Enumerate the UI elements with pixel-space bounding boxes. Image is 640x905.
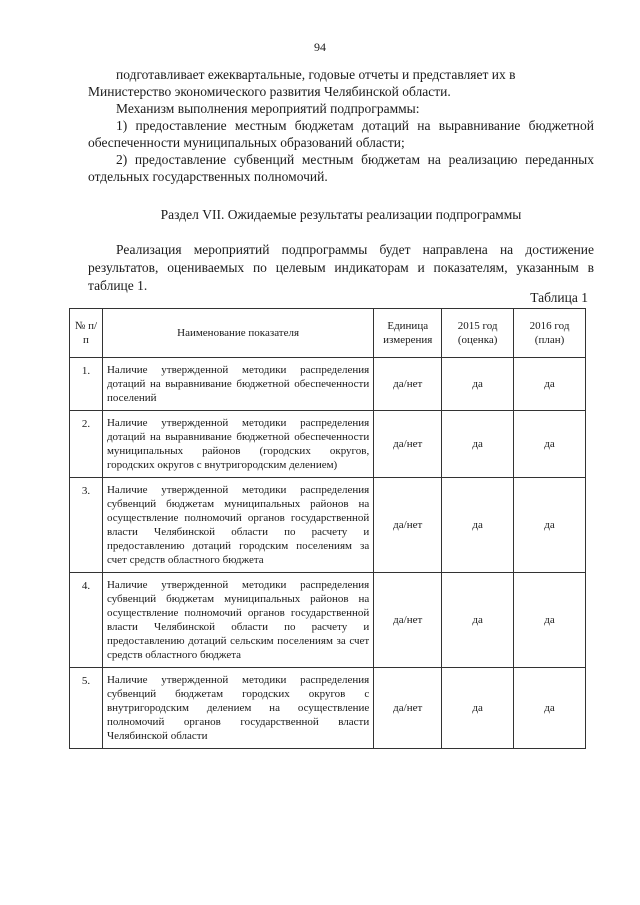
row-name: Наличие утвержденной методики распределения субвенций бюджетам муниципальных районов на осуществление полномочий органов государственной власти Челябинской области по расчету и предоставлению дотаций городским поселениям за счет средств областного бюджета	[102, 478, 373, 573]
paragraph-2: Механизм выполнения мероприятий подпрограммы:	[116, 101, 420, 116]
indicators-table	[69, 308, 586, 749]
row-name: Наличие утвержденной методики распределения субвенций бюджетам городских округов с внутригородским делением на осуществление полномочий органов государственной власти Челябинской области	[102, 668, 373, 749]
header-unit: Единица измерения	[374, 309, 442, 358]
paragraph-3: 1) предоставление местным бюджетам дотаций на выравнивание бюджетной обеспеченности муниципальных образований области;	[88, 118, 594, 150]
row-num: 3.	[70, 478, 103, 573]
table-header-row	[70, 309, 586, 358]
table-caption: Таблица 1	[530, 290, 588, 305]
row-unit: да/нет	[374, 668, 442, 749]
table-row	[70, 478, 586, 573]
row-num: 5.	[70, 668, 103, 749]
section-intro: Реализация мероприятий подпрограммы будет направлена на достижение результатов, оцениваемых по целевым индикаторам и показателям, указанным в таблице 1.	[88, 242, 594, 293]
row-2015: да	[442, 478, 514, 573]
header-num: № п/п	[70, 309, 103, 358]
header-name: Наименование показателя	[102, 309, 373, 358]
row-2016: да	[514, 358, 586, 411]
header-2016: 2016 год (план)	[514, 309, 586, 358]
row-num: 1.	[70, 358, 103, 411]
row-name: Наличие утвержденной методики распределения субвенций бюджетам муниципальных районов на осуществление полномочий органов государственной власти Челябинской области по расчету и предоставлению дотаций сельским поселениям за счет средств областного бюджета	[102, 573, 373, 668]
row-name: Наличие утвержденной методики распределения дотаций на выравнивание бюджетной обеспеченности муниципальных районов (городских округов, городских округов с внутригородским делением)	[102, 411, 373, 478]
header-2015: 2015 год (оценка)	[442, 309, 514, 358]
paragraph-1-line-2: Министерство экономического развития Челябинской области.	[88, 84, 451, 99]
row-2016: да	[514, 478, 586, 573]
table-row	[70, 668, 586, 749]
paragraph-4: 2) предоставление субвенций местным бюджетам на реализацию переданных отдельных государственных полномочий.	[88, 152, 594, 184]
body-text	[88, 66, 594, 185]
row-unit: да/нет	[374, 411, 442, 478]
page-number: 94	[314, 40, 326, 54]
row-unit: да/нет	[374, 358, 442, 411]
row-2015: да	[442, 573, 514, 668]
table-row	[70, 358, 586, 411]
paragraph-1-line-1: подготавливает ежеквартальные, годовые отчеты и представляет их в	[116, 67, 516, 82]
row-num: 4.	[70, 573, 103, 668]
table-row	[70, 411, 586, 478]
row-unit: да/нет	[374, 478, 442, 573]
row-name: Наличие утвержденной методики распределения дотаций на выравнивание бюджетной обеспеченности поселений	[102, 358, 373, 411]
section-heading: Раздел VII. Ожидаемые результаты реализации подпрограммы	[160, 207, 522, 222]
row-unit: да/нет	[374, 573, 442, 668]
table-row	[70, 573, 586, 668]
row-2015: да	[442, 668, 514, 749]
row-num: 2.	[70, 411, 103, 478]
row-2016: да	[514, 573, 586, 668]
row-2015: да	[442, 358, 514, 411]
row-2015: да	[442, 411, 514, 478]
row-2016: да	[514, 668, 586, 749]
row-2016: да	[514, 411, 586, 478]
